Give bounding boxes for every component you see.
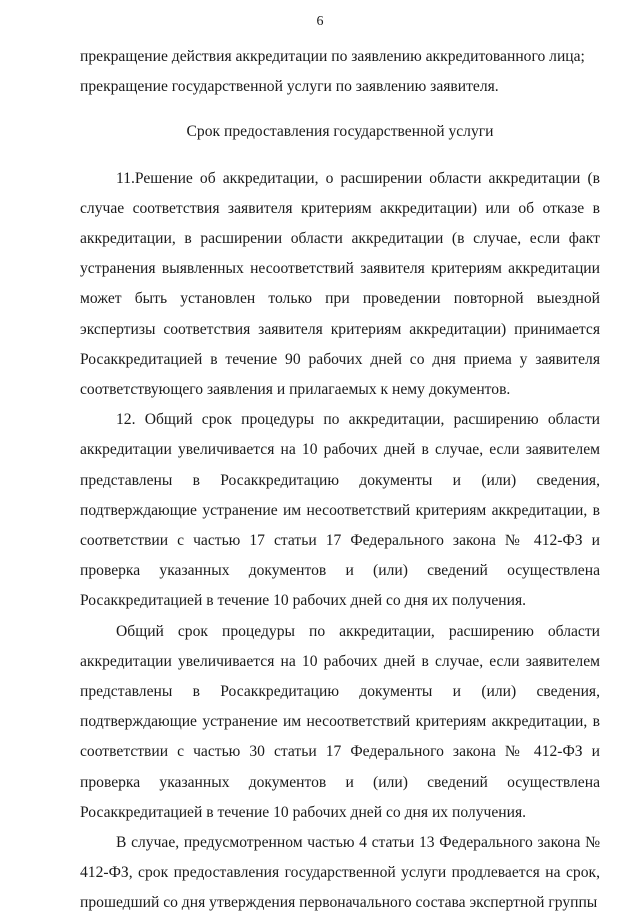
- paragraph-11: 11.Решение об аккредитации, о расширении области аккредитации (в случае соответствия заявителя критериям аккредитации) или об отказе в аккредитации, в расширении области аккредитации (в случае, если факт устранения выявленных несоответствий заявителя критериям аккредитации может быть установлен только при проведении повторной выездной экспертизы соответствия заявителя критериям аккредитации) принимается Росаккредитацией в течение 90 рабочих дней со дня приема у заявителя соответствующего заявления и прилагаемых к нему документов.: [80, 169, 600, 399]
- page-number: 6: [316, 14, 324, 29]
- paragraph-12-continued: Общий срок процедуры по аккредитации, расширению области аккредитации увеличивается на 10 рабочих дней в случае, если заявителем представлены в Росаккредитацию документы и (или) сведения, подтверждающие устранение им несоответствий критериям аккредитации, в соответствии с частью 30 статьи 17 Федерального закона № 412-ФЗ и проверка указанных документов и (или) сведений осуществлена Росаккредитацией в течение 10 рабочих дней со дня их получения.: [80, 622, 600, 821]
- section-heading: Срок предоставления государственной услуги: [186, 123, 494, 141]
- paragraph-extension: В случае, предусмотренном частью 4 статьи 13 Федерального закона № 412-ФЗ, срок предоставления государственной услуги продлевается на срок, прошедший со дня утверждения первоначального состава экспертной группы: [80, 834, 600, 912]
- paragraph-12: 12. Общий срок процедуры по аккредитации, расширению области аккредитации увеличивается на 10 рабочих дней в случае, если заявителем представлены в Росаккредитацию документы и (или) сведения, подтверждающие устранение им несоответствий критериям аккредитации, в соответствии с частью 17 статьи 17 Федерального закона № 412-ФЗ и проверка указанных документов и (или) сведений осуществлена Росаккредитацией в течение 10 рабочих дней со дня их получения.: [80, 411, 600, 610]
- intro-line-1: прекращение действия аккредитации по заявлению аккредитованного лица;: [80, 48, 585, 65]
- intro-line-2: прекращение государственной услуги по заявлению заявителя.: [80, 78, 499, 96]
- document-body: [80, 42, 600, 919]
